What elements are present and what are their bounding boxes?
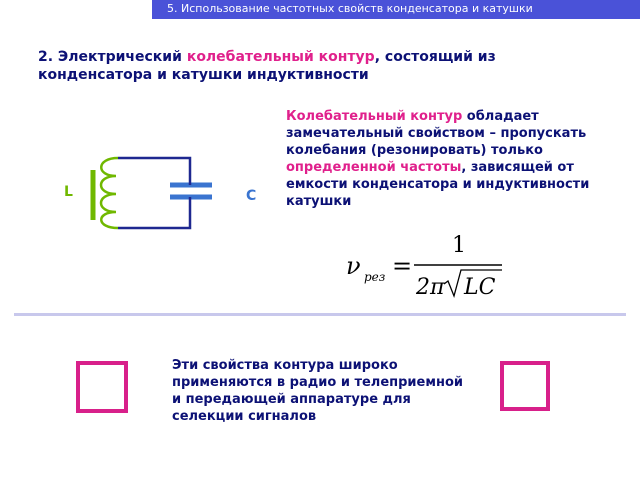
section-heading — [38, 48, 608, 84]
desc-part1: обладает замечательный свойством – пропускать колебания (резонировать) только — [286, 109, 587, 158]
lc-circuit-diagram — [60, 150, 270, 240]
coil-winding — [101, 158, 118, 228]
decorative-square-right — [500, 361, 550, 411]
desc-highlight2: определенной частоты — [286, 160, 462, 175]
formula-radicand: LC — [464, 275, 496, 300]
formula-subscript: рез — [364, 270, 386, 284]
heading-part2: , состоящий из конденсатора и катушки индуктивности — [38, 49, 496, 83]
applications-text: Эти свойства контура широко применяются в радио и телеприемной и передающей аппаратуре для селекции сигналов — [172, 358, 464, 424]
resonance-formula — [340, 228, 510, 300]
header-title: 5. Использование частотных свойств конденсатора и катушки — [167, 2, 533, 15]
formula-equals: = — [392, 252, 413, 280]
formula-two-pi: 2π — [416, 275, 445, 300]
inductor-label: L — [64, 184, 73, 200]
formula-numerator: 1 — [452, 233, 466, 258]
circuit-wire — [118, 158, 190, 228]
decorative-square-left — [76, 361, 128, 413]
heading-part1: 2. Электрический — [38, 49, 187, 65]
header-bar — [152, 0, 640, 19]
heading-highlight: колебательный контур — [186, 49, 375, 65]
formula-nu: ν — [346, 252, 361, 280]
desc-part2: , зависящей от емкости конденсатора и индуктивности катушки — [286, 160, 590, 209]
desc-highlight1: Колебательный контур — [286, 109, 463, 124]
capacitor-label: C — [246, 188, 257, 204]
section-divider — [14, 313, 626, 316]
description-text — [286, 108, 606, 210]
